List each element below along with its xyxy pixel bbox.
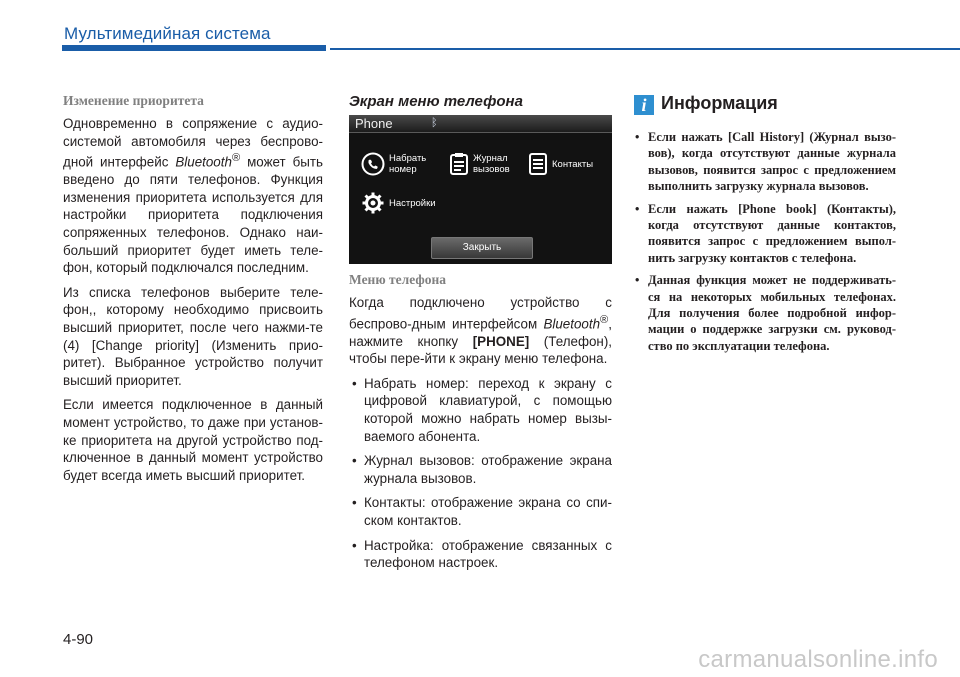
menu-contacts-label[interactable]: Контакты <box>552 159 594 170</box>
menu-call-log-label[interactable]: Журнал вызовов <box>473 153 510 175</box>
phone-menu-list <box>349 375 612 572</box>
menu-settings-label[interactable]: Настройки <box>389 198 436 209</box>
watermark: carmanualsonline.info <box>698 646 938 673</box>
info-icon: i <box>634 95 654 115</box>
info-list <box>634 129 896 354</box>
phone-screen-heading: Экран меню телефона <box>349 93 523 110</box>
close-button[interactable]: Закрыть <box>431 237 533 259</box>
list-item: • Настройка: отображение связанных с телефоном настроек. <box>349 537 612 572</box>
page-number: 4-90 <box>63 631 94 648</box>
info-header <box>634 93 896 119</box>
phone-menu-heading: Меню телефона <box>349 272 446 287</box>
list-item: • Журнал вызовов: отображение экрана журнала вызовов. <box>349 452 612 487</box>
column-left <box>63 93 323 491</box>
screen-title-bar <box>349 115 612 133</box>
list-item: • Если нажать [Call History] (Журнал вызо-вов), когда отсутствуют данные журнала вызовов, появится запрос с предложением выполнить загрузку журнала вызовов. <box>634 129 896 195</box>
priority-paragraph-3: Если имеется подключенное в данный момент устройство, то даже при установ-ке приоритета на другой устройство под-ключенное в данный момент устройство будет всегда иметь высший приоритет. <box>63 397 323 483</box>
phone-icon[interactable] <box>361 152 385 176</box>
phone-menu-screen <box>349 115 612 264</box>
list-item: • Контакты: отображение экрана со спи-ском контактов. <box>349 494 612 529</box>
header-rule-thick <box>62 45 326 51</box>
list-item: • Набрать номер: переход к экрану с цифровой клавиатурой, с помощью которой можно набрать номер вызы-ваемого абонента. <box>349 375 612 445</box>
list-item: • Если нажать [Phone book] (Контакты), когда отсутствуют данные контактов, появится запрос с предложением выпол-нить загрузку контактов с телефона. <box>634 201 896 267</box>
column-middle <box>349 93 612 579</box>
priority-paragraph-2: Из списка телефонов выберите теле-фон,, которому необходимо присвоить высший приоритет, после чего нажми-те (4) [Change priority] (Изменить прио-ритет). Выбранное устройство получит высший приоритет. <box>63 284 323 388</box>
column-right <box>634 93 896 360</box>
call-log-icon[interactable] <box>450 152 470 176</box>
phone-menu-intro: Когда подключено устройство с беспрово-дным интерфейсом Bluetooth®, нажмите кнопку [PHONE] (Телефон), чтобы пере-йти к экрану меню телефона. <box>349 295 612 367</box>
info-title: Информация <box>661 93 778 113</box>
priority-heading: Изменение приоритета <box>63 93 204 108</box>
screen-title: Phone <box>355 116 393 131</box>
menu-dial-label[interactable]: Набрать номер <box>389 153 427 175</box>
list-item: • Данная функция может не поддерживать-ся на некоторых мобильных телефонах. Для получения более подробной инфор-мации о поддержке загрузки см. руковод-ство по эксплуатации телефона. <box>634 272 896 354</box>
priority-paragraph-1: Одновременно в сопряжение с аудио-системой автомобиля через беспрово-дной интерфейс Bluetooth® может быть введено до пяти телефонов. Функция изменения приоритета используется для настройки приоритета подключения сопряженных телефонов. Однако наи-больший приоритет будет иметь теле-фон, который подключался последним. <box>63 116 323 276</box>
header-rule-thin <box>330 48 960 50</box>
section-title: Мультимедийная система <box>64 24 271 43</box>
settings-icon[interactable] <box>362 192 384 214</box>
bluetooth-icon: ᛒ <box>431 117 438 129</box>
contacts-icon[interactable] <box>529 152 549 176</box>
